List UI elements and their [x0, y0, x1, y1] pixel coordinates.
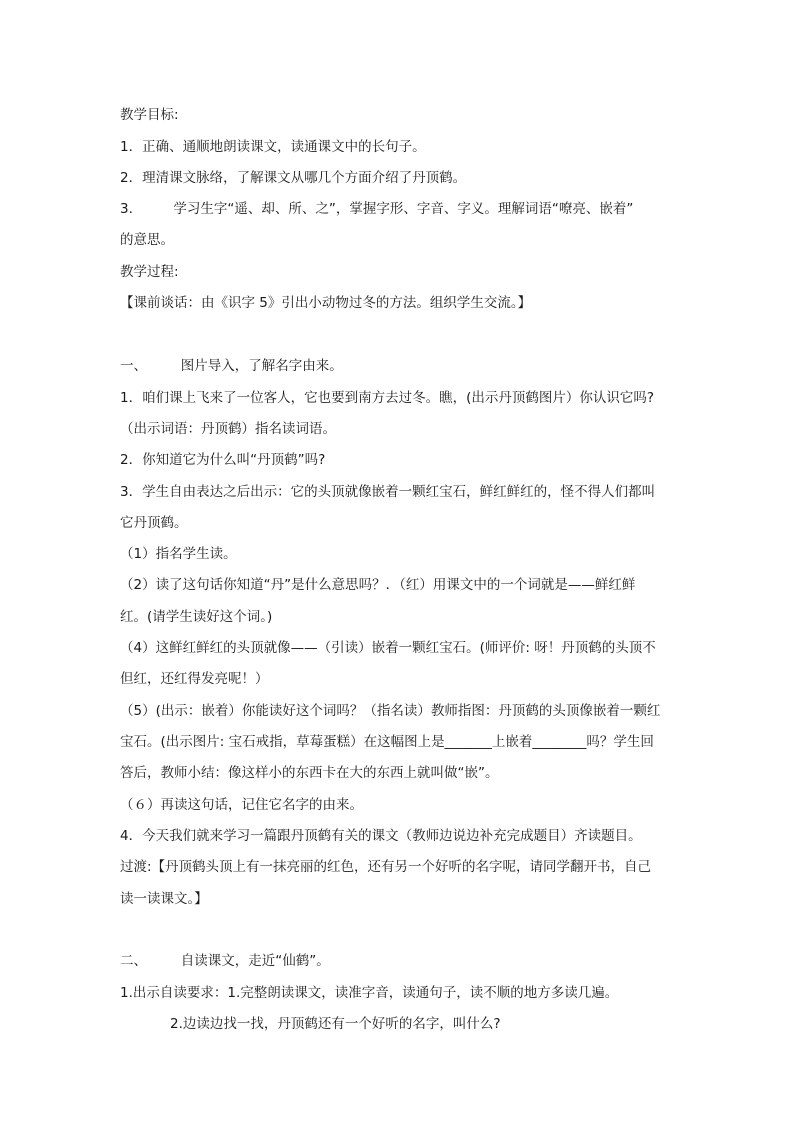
- body-line: 读一读课文。】: [120, 891, 208, 907]
- body-line: 1．咱们课上飞来了一位客人，它也要到南方去过冬。瞧，(出示丹顶鹤图片）你认识它吗?: [120, 390, 655, 406]
- body-line: 3．学生自由表达之后出示：它的头顶就像嵌着一颗红宝石，鲜红鲜红的，怪不得人们都叫: [120, 484, 656, 500]
- body-line: 红。(请学生读好这个词。): [120, 609, 273, 625]
- body-line: （出示词语：丹顶鹤）指名读词语。: [120, 421, 336, 437]
- body-line: 宝石。(出示图片: 宝石戒指，草莓蛋糕）在这幅图上是_______上嵌着________吗？学生回: [120, 734, 654, 750]
- body-line: 2.边读边找一找，丹顶鹤还有一个好听的名字，叫什么?: [170, 1016, 501, 1032]
- pre-talk: 【课前谈话：由《识字 5》引出小动物过冬的方法。组织学生交流。】: [120, 295, 532, 311]
- body-line: 1.出示自读要求：1.完整朗读课文，读准字音，读通句子，读不顺的地方多读几遍。: [120, 985, 619, 1001]
- heading-process: 教学过程:: [120, 264, 179, 280]
- body-line: 但红，还红得发亮呢！）: [120, 671, 269, 687]
- body-line: 过渡:【丹顶鹤头顶上有一抹亮丽的红色，还有另一个好听的名字呢，请同学翻开书，自己: [120, 859, 652, 875]
- heading-goals: 教学目标:: [120, 107, 179, 123]
- body-line: 它丹顶鹤。: [120, 515, 188, 531]
- body-line: 2．你知道它为什么叫“丹顶鹤”吗?: [120, 452, 326, 468]
- goal-line: 1．正确、通顺地朗读课文，读通课文中的长句子。: [120, 139, 426, 155]
- body-line: （2）读了这句话你知道“丹”是什么意思吗？．（红）用课文中的一个词就是——鲜红鲜: [120, 577, 636, 593]
- body-line: （5）(出示：嵌着）你能读好这个词吗？（指名读）教师指图：丹顶鹤的头顶像嵌着一颗红: [120, 703, 661, 719]
- body-line: 答后，教师小结：像这样小的东西卡在大的东西上就叫做“嵌”。: [120, 765, 499, 781]
- body-line: 4．今天我们就来学习一篇跟丹顶鹤有关的课文（教师边说边补充完成题目）齐读题目。: [120, 828, 642, 844]
- body-line: （4）这鲜红鲜红的头顶就像——（引读）嵌着一颗红宝石。(师评价: 呀！丹顶鹤的头顶不: [120, 640, 656, 656]
- body-line: （1）指名学生读。: [120, 546, 237, 562]
- goal-line: 的意思。: [120, 232, 174, 248]
- goal-line: 3. 学习生字“遥、却、所、之”，掌握字形、字音、字义。理解词语“嘹亮、嵌着”: [120, 201, 634, 217]
- goal-line: 2．理清课文脉络，了解课文从哪几个方面介绍了丹顶鹤。: [120, 170, 467, 186]
- section-title: 一、 图片导入，了解名字由来。: [120, 358, 343, 374]
- section-title: 二、 自读课文，走近“仙鹤”。: [120, 953, 330, 969]
- body-line: （６）再读这句话，记住它名字的由来。: [120, 797, 363, 813]
